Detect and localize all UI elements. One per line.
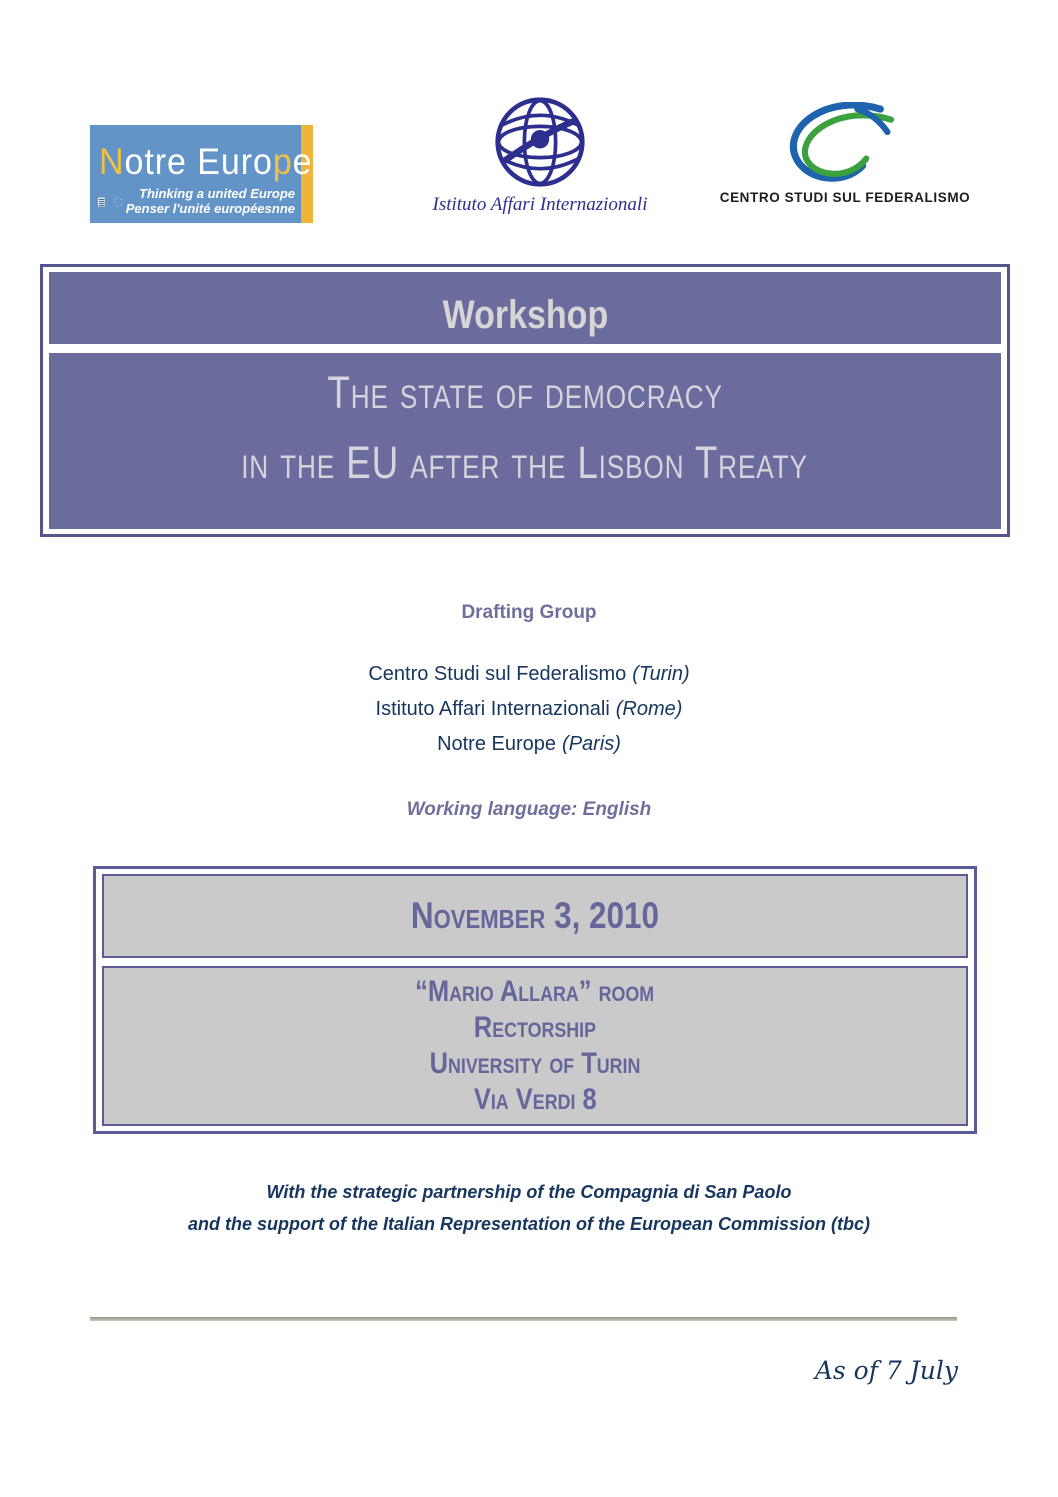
event-info-frame xyxy=(93,866,977,1134)
csf-logo xyxy=(719,102,971,205)
footer-divider xyxy=(90,1317,957,1321)
venue-room: “Mario Allara” room xyxy=(415,975,655,1008)
drafting-member-city: (Rome) xyxy=(615,698,683,720)
drafting-member xyxy=(0,657,1058,692)
venue-address: Via Verdi 8 xyxy=(473,1083,597,1116)
workshop-title-line1: The state of democracy xyxy=(327,367,723,418)
drafting-member-name: Istituto Affari Internazionali xyxy=(375,698,610,720)
notre-europe-taglines xyxy=(126,187,295,216)
iai-logo xyxy=(428,96,652,216)
event-venue-box xyxy=(102,966,968,1126)
event-date-box xyxy=(102,874,968,958)
workshop-title-line2: in the EU after the Lisbon Treaty xyxy=(241,437,809,488)
drafting-member xyxy=(0,692,1058,727)
partnership-line2: and the support of the Italian Representation of the European Commission (tbc) xyxy=(187,1214,871,1234)
drafting-member-name: Centro Studi sul Federalismo xyxy=(368,663,627,685)
partnership-line1: With the strategic partnership of the Compagnia di San Paolo xyxy=(266,1182,792,1202)
notre-europe-logo xyxy=(90,125,313,223)
notre-europe-title-segment: p xyxy=(272,141,293,182)
eu-stars-icon xyxy=(113,189,123,215)
book-icon xyxy=(98,191,105,213)
drafting-group-heading: Drafting Group xyxy=(461,602,597,623)
notre-europe-title-segment: e xyxy=(292,141,313,182)
workshop-title-box xyxy=(49,353,1001,529)
venue-building: Rectorship xyxy=(473,1011,597,1044)
drafting-member-city: (Turin) xyxy=(632,663,690,685)
notre-europe-logo-title xyxy=(99,141,313,183)
drafting-member xyxy=(0,727,1058,762)
notre-europe-tagline-fr: Penser l'unité européesnne xyxy=(125,200,295,216)
drafting-member-city: (Paris) xyxy=(562,733,621,755)
csf-caption: CENTRO STUDI SUL FEDERALISMO xyxy=(719,190,971,205)
title-banner xyxy=(40,264,1010,537)
version-note: As of 7 July xyxy=(814,1356,958,1385)
notre-europe-logo-bottom-row xyxy=(98,187,295,216)
working-language-note: Working language: English xyxy=(406,799,652,820)
notre-europe-tagline-en: Thinking a united Europe xyxy=(139,186,295,201)
drafting-member-name: Notre Europe xyxy=(437,733,557,755)
event-date: November 3, 2010 xyxy=(410,895,660,936)
notre-europe-title-segment: otre Euro xyxy=(124,141,273,182)
csf-swirl-icon xyxy=(770,102,920,186)
drafting-group-section xyxy=(0,602,1058,821)
iai-globe-icon xyxy=(494,96,586,188)
notre-europe-title-segment: N xyxy=(99,141,125,182)
partnership-section xyxy=(0,1176,1058,1240)
venue-institution: University of Turin xyxy=(429,1047,641,1080)
workshop-kicker-box xyxy=(49,272,1001,344)
iai-caption: Istituto Affari Internazionali xyxy=(432,194,648,215)
workshop-label: Workshop xyxy=(442,292,608,337)
